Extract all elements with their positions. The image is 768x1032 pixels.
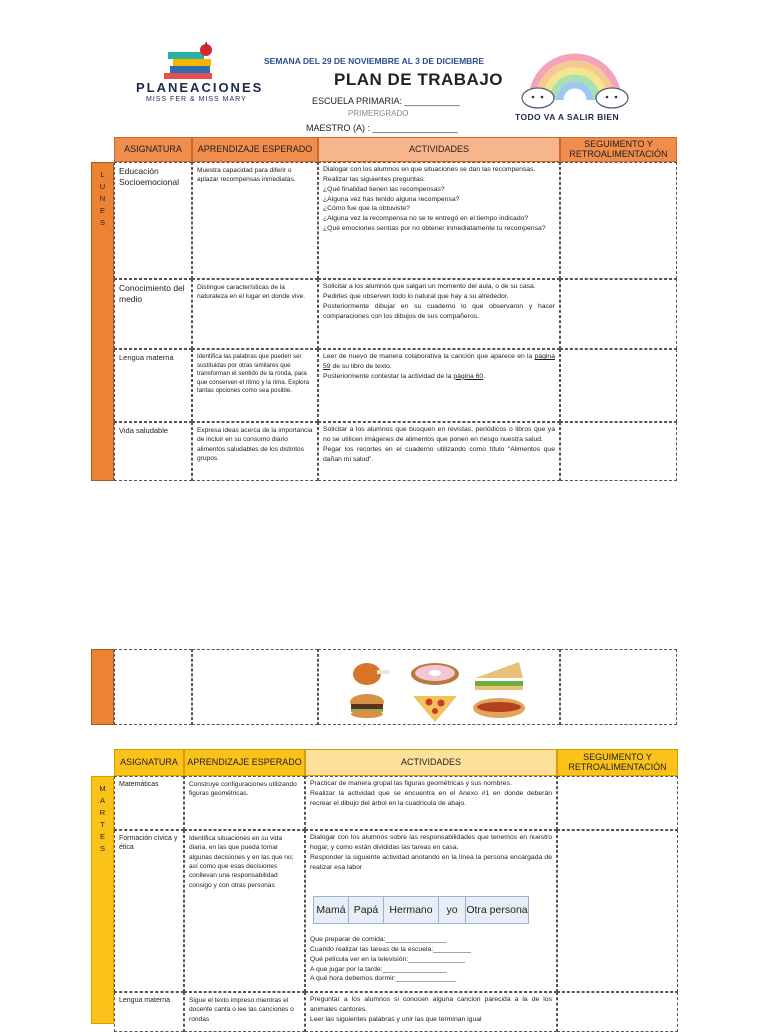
subject-cell: Educación Socioemocional: [114, 162, 192, 279]
activity-line: ¿Qué finalidad tienen las recompensas?: [323, 185, 445, 193]
learning-cell: [192, 649, 318, 725]
activity-text: Leer de nuevo de manera colaborativa la canción que aparece en la: [323, 353, 535, 360]
tracking-cell: [560, 162, 677, 279]
question-line: A que jugar por la tarde:_________________: [310, 965, 447, 973]
question-line: Qué película ver en la televisión:_______________: [310, 955, 465, 963]
name-option: Otra persona: [466, 904, 528, 916]
activity-line: Practicar de manera grupal las figuras geométricas y sus nombres.: [310, 780, 512, 787]
questions-list: [310, 935, 552, 984]
tracking-cell: [560, 422, 677, 481]
activity-line: ¿Alguna vez has tenido alguna recompensa?: [323, 195, 460, 203]
tracking-cell: [560, 349, 677, 422]
col-tracking: SEGUIMENTO Y RETROALIMENTACIÓN: [560, 137, 677, 162]
activity-line: [323, 372, 555, 382]
page-reference: página 59: [323, 353, 555, 370]
tracking-cell: [557, 830, 678, 992]
day-bar-martes: [91, 776, 114, 1024]
day-letter: S: [99, 844, 105, 853]
logo: [162, 42, 222, 82]
learning-cell: Distingue características de la naturaleza en el lugar en donde vive.: [192, 279, 318, 349]
col-subject: ASIGNATURA: [114, 137, 192, 162]
activity-line: Realizar la actividad que se encuentra en el Anexo #1 en donde deberán recrear el dibujo del árbol en la cuadricula de abajo.: [310, 789, 552, 807]
learning-cell: Identifica situaciones en su vida diaria, en las que pueda tomar algunas decisiones y en las que no; así como que esas decisiones conllevan una responsabilidad consigo y con otras personas: [184, 830, 305, 992]
day-letter: E: [99, 206, 105, 215]
activity-line: [323, 352, 555, 372]
subject-cell: Vida saludable: [114, 422, 192, 481]
tracking-cell: [557, 992, 678, 1032]
name-option: yo: [439, 897, 466, 923]
day-letter: A: [99, 796, 105, 805]
subject-cell: [114, 649, 192, 725]
activities-cell: [318, 162, 560, 279]
activity-line: Realizar las siguientes preguntas:: [323, 175, 426, 183]
activities-cell: [318, 422, 560, 481]
activity-line: Preguntar a los alumnos si conocen alguna cancion parecida a la de los animales cantores.: [310, 996, 552, 1013]
tracking-cell: [560, 279, 677, 349]
question-line: Que preparar de comida:________________: [310, 936, 447, 943]
day-letter: M: [99, 784, 106, 793]
activity-line: Solicitar a los alumnos que salgan un momento del aula, o de su casa.: [323, 283, 536, 290]
activity-line: ¿Cómo fue que la obtuviste?: [323, 205, 410, 213]
day-letter: L: [100, 170, 105, 179]
week-range: SEMANA DEL 29 DE NOVIEMBRE AL 3 DE DICIEMBRE: [264, 56, 485, 66]
activity-line: Solicitar a los alumnos que busquen en revistas, periódicos o libros que ya no se utilicen imágenes de alimentos que ponen en riesgo nuestra salud.: [323, 426, 555, 443]
day-bar-continuation: [91, 649, 114, 725]
activities-cell: [305, 992, 557, 1032]
page-title: PLAN DE TRABAJO: [334, 70, 504, 89]
rainbow-icon: [520, 44, 630, 110]
col-activities: ACTIVIDADES: [318, 137, 560, 162]
school-field: ESCUELA PRIMARIA: ___________: [312, 96, 460, 106]
activity-line: Pegar los recortes en el cuaderno utilizando como título “Alimentos que dañan mi salud”.: [323, 445, 555, 463]
question-line: Cuando realizar las tareas de la escuela:__________: [310, 945, 471, 953]
day-letter: S: [99, 218, 105, 227]
day-bar-lunes: [91, 162, 114, 481]
subject-cell: Lengua materna: [114, 992, 184, 1032]
learning-cell: Expresa ideas acerca de la importancia de incluir en su consumo diario alimentos saludables de los distintos grupos.: [192, 422, 318, 481]
col-activities: ACTIVIDADES: [305, 749, 557, 776]
activities-cell: [318, 349, 560, 422]
logo-name: PLANEACIONES: [136, 80, 264, 95]
col-learning: APRENDIZAJE ESPERADO: [192, 137, 318, 162]
activity-line: Posteriormente dibujar en su cuaderno lo que observaron y hacer comparaciones con los dibujos de sus compañeros.: [323, 302, 555, 320]
activities-cell: [318, 649, 560, 725]
activities-cell: [318, 279, 560, 349]
day-letter: R: [99, 808, 106, 817]
learning-cell: Identifica las palabras que pueden ser sustituidas por otras similares que transforman el sentido de la ronda, para que conserven el ritmo y la rima. Explora tantas opciones como sea posible.: [192, 349, 318, 422]
day-letter: U: [99, 182, 106, 191]
day-letter: E: [99, 832, 105, 841]
books-apple-icon: [162, 42, 222, 82]
subject-cell: Lengua materna: [114, 349, 192, 422]
activity-line: Responder la siguiente actividad anotando en la línea la persona encargada de realizar esa labor: [310, 853, 552, 871]
name-option: Papá: [349, 897, 384, 923]
name-option: Hermano: [384, 897, 439, 923]
activities-cell: [305, 776, 557, 830]
activity-text: Posteriormente contestar la actividad de la: [323, 372, 454, 380]
junk-food-illustration: [347, 656, 547, 725]
rainbow-image: [520, 44, 630, 110]
activity-line: Leer las siguientes palabras y unir las que terminan igual: [310, 1015, 482, 1023]
day-letter: T: [100, 820, 105, 829]
learning-cell: Construye configuraciones utilizando figuras geométricas.: [184, 776, 305, 830]
question-line: A qué hora debemos dormir:________________: [310, 975, 457, 983]
logo-subtitle: MISS FER & MISS MARY: [146, 96, 247, 103]
col-subject: ASIGNATURA: [114, 749, 184, 776]
activity-line: Pedirles que observen todo lo natural que hay a su alrededor.: [323, 292, 509, 300]
subject-cell: Matemáticas: [114, 776, 184, 830]
grade-label: PRIMERGRADO: [348, 109, 409, 118]
tracking-cell: [557, 776, 678, 830]
family-names-table: [313, 896, 529, 924]
learning-cell: Muestra capacidad para diferir o aplazar recompensas inmediatas.: [192, 162, 318, 279]
col-tracking: SEGUIMENTO Y RETROALIMENTACIÓN: [557, 749, 678, 776]
activity-line: ¿Qué emociones sentías por no obtener inmediatamente tu recompensa?: [323, 225, 546, 233]
name-option: Mamá: [314, 897, 349, 923]
activity-line: ¿Alguna vez la recompensa no se te entregó en el tiempo indicado?: [323, 215, 529, 223]
activity-line: Dialogar con los alumnos sobre las responsabilidades que tenemos en nuestro hogar, y como están divididas las tareas en casa.: [310, 834, 552, 851]
col-learning: APRENDIZAJE ESPERADO: [184, 749, 305, 776]
subject-cell: Formación cívica y ética: [114, 830, 184, 992]
tracking-cell: [560, 649, 677, 725]
learning-cell: Sigue el texto impreso mientras el docente canta o lee las canciones o rondas: [184, 992, 305, 1032]
subject-cell: Conocimiento del medio: [114, 279, 192, 349]
activity-text: de su libro de texto.: [330, 362, 392, 370]
activity-text: .: [483, 372, 486, 380]
teacher-field: MAESTRO (A) : _________________: [306, 123, 458, 133]
day-letter: N: [99, 194, 106, 203]
page-reference: página 60: [453, 372, 484, 380]
activity-line: Dialogar con los alumnos en que situaciones se dan las recompensas.: [323, 166, 536, 173]
slogan: TODO VA A SALIR BIEN: [515, 112, 620, 122]
